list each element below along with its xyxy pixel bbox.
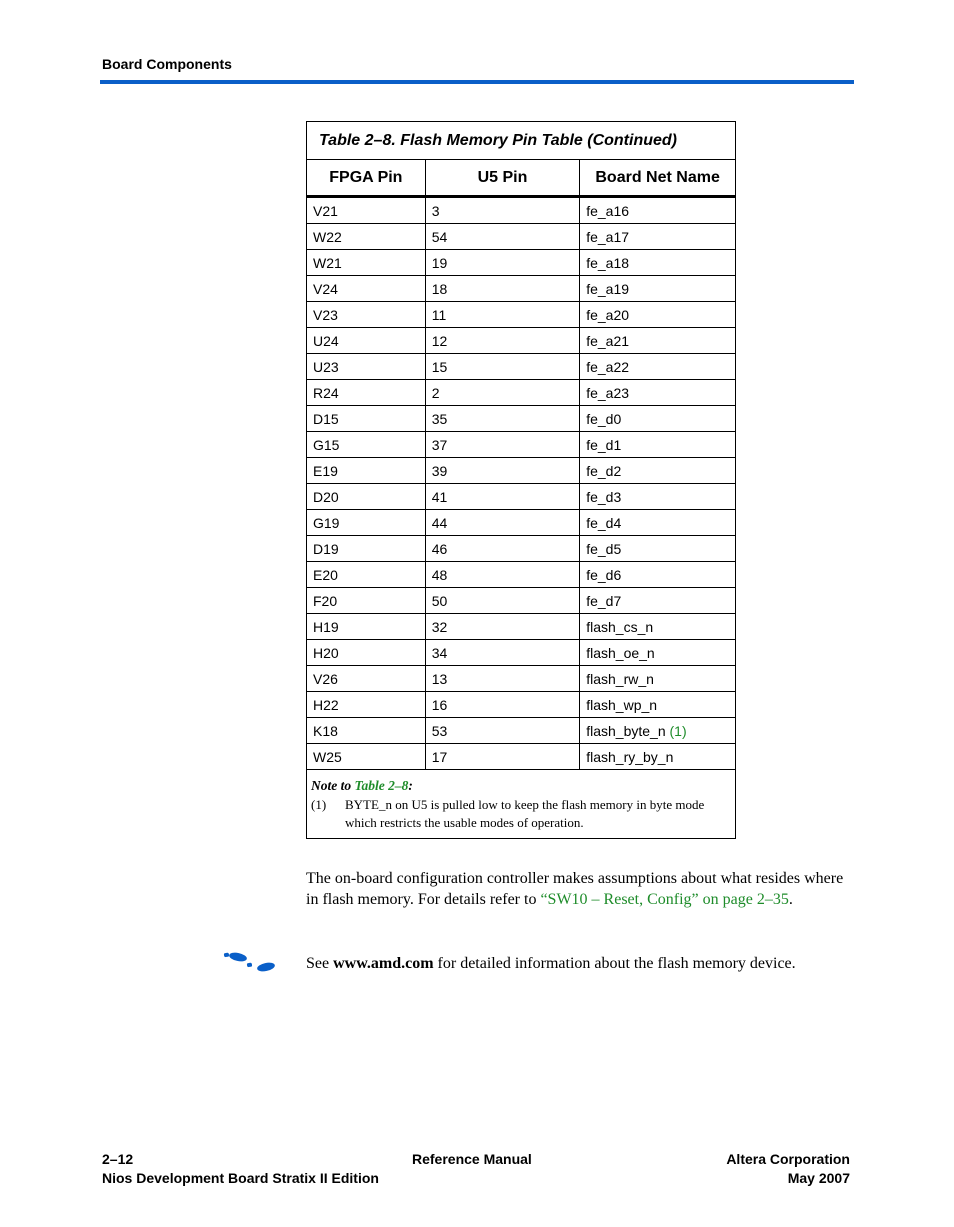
cell-text: flash_byte_n: [586, 722, 666, 739]
column-header-u5-pin: U5 Pin: [425, 160, 580, 197]
table-body: [307, 197, 736, 770]
cell-text: V21: [313, 202, 338, 219]
fpga-pin-cell: [307, 197, 426, 224]
note-prefix: Note to: [311, 778, 355, 793]
flash-pin-table: [306, 121, 736, 839]
cell-text: fe_a19: [586, 280, 630, 297]
cell-text: flash_cs_n: [586, 618, 654, 635]
paragraph-end: .: [788, 891, 793, 908]
cell-text: W21: [313, 254, 342, 271]
fpga-pin-cell: [307, 510, 426, 536]
board-net-name-cell: [580, 302, 736, 328]
footer-right: [726, 1150, 850, 1188]
board-net-name-cell: [580, 406, 736, 432]
cell-text: 17: [431, 748, 448, 765]
cell-text: 19: [431, 254, 448, 271]
note-text: BYTE_n on U5 is pulled low to keep the flash memory in byte mode which restricts the usable modes of operation.: [345, 797, 705, 830]
cell-text: V23: [313, 306, 338, 323]
table-row: [307, 588, 736, 614]
u5-pin-cell: [425, 614, 580, 640]
board-net-name-cell: [580, 484, 736, 510]
column-header-fpga-pin: FPGA Pin: [307, 160, 426, 197]
cell-text: 15: [431, 358, 448, 375]
board-net-name-cell: [580, 250, 736, 276]
cell-text: D15: [313, 410, 339, 427]
u5-pin-cell: [425, 510, 580, 536]
board-net-name-cell: [580, 562, 736, 588]
u5-pin-cell: [425, 458, 580, 484]
table-row: [307, 614, 736, 640]
u5-pin-cell: [425, 536, 580, 562]
u5-pin-cell: [425, 692, 580, 718]
table-row: [307, 432, 736, 458]
note-suffix: :: [408, 778, 413, 793]
table-row: [307, 302, 736, 328]
u5-pin-cell: [425, 354, 580, 380]
fpga-pin-cell: [307, 614, 426, 640]
u5-pin-cell: [425, 588, 580, 614]
table-row: [307, 562, 736, 588]
board-net-name-cell: [580, 692, 736, 718]
footnote-ref-link[interactable]: (1): [669, 722, 687, 739]
fpga-pin-cell: [307, 250, 426, 276]
fpga-pin-cell: [307, 302, 426, 328]
paragraph-prefix: See: [306, 955, 334, 972]
u5-pin-cell: [425, 484, 580, 510]
fpga-pin-cell: [307, 692, 426, 718]
cell-text: 46: [431, 540, 448, 557]
cell-text: fe_a17: [586, 228, 630, 245]
note-item: [311, 796, 729, 832]
cell-text: 34: [431, 644, 448, 661]
cell-text: fe_d5: [586, 540, 622, 557]
fpga-pin-cell: [307, 380, 426, 406]
u5-pin-cell: [425, 666, 580, 692]
footer-left: [102, 1150, 379, 1188]
board-net-name-cell: [580, 224, 736, 250]
publication-date: May 2007: [787, 1170, 850, 1186]
cell-text: fe_a16: [586, 202, 630, 219]
fpga-pin-cell: [307, 588, 426, 614]
cell-text: flash_oe_n: [586, 644, 655, 661]
header-rule: [100, 80, 854, 84]
cell-text: G15: [313, 436, 340, 453]
fpga-pin-cell: [307, 536, 426, 562]
board-net-name-cell: [580, 458, 736, 484]
table-row: [307, 718, 736, 744]
cell-text: 12: [431, 332, 448, 349]
table-reference-link[interactable]: Table 2–8: [354, 778, 409, 793]
table-row: [307, 510, 736, 536]
table-row: [307, 458, 736, 484]
cell-text: V26: [313, 670, 338, 687]
amd-reference-paragraph: [306, 953, 854, 974]
cell-text: fe_a22: [586, 358, 630, 375]
cell-text: 32: [431, 618, 448, 635]
table-row: [307, 484, 736, 510]
cell-text: fe_a23: [586, 384, 630, 401]
table-row: [307, 197, 736, 224]
cell-text: F20: [313, 592, 338, 609]
board-net-name-cell: [580, 718, 736, 744]
section-title: Board Components: [102, 56, 232, 72]
fpga-pin-cell: [307, 666, 426, 692]
cell-text: fe_a20: [586, 306, 630, 323]
u5-pin-cell: [425, 328, 580, 354]
cell-text: 13: [431, 670, 448, 687]
u5-pin-cell: [425, 380, 580, 406]
table-caption: Table 2–8. Flash Memory Pin Table (Continued): [307, 122, 736, 160]
fpga-pin-cell: [307, 744, 426, 770]
table-row: [307, 536, 736, 562]
fpga-pin-cell: [307, 562, 426, 588]
table-row: [307, 666, 736, 692]
cell-text: 48: [431, 566, 448, 583]
board-net-name-cell: [580, 432, 736, 458]
cell-text: E19: [313, 462, 338, 479]
cell-text: 41: [431, 488, 448, 505]
u5-pin-cell: [425, 718, 580, 744]
board-net-name-cell: [580, 354, 736, 380]
fpga-pin-cell: [307, 276, 426, 302]
cell-text: R24: [313, 384, 339, 401]
cell-text: flash_wp_n: [586, 696, 658, 713]
board-net-name-cell: [580, 640, 736, 666]
column-header-board-net-name: Board Net Name: [580, 160, 736, 197]
cell-text: 39: [431, 462, 448, 479]
amd-website: www.amd.com: [333, 955, 434, 972]
document-title: Nios Development Board Stratix II Edition: [102, 1170, 379, 1186]
u5-pin-cell: [425, 744, 580, 770]
fpga-pin-cell: [307, 718, 426, 744]
board-net-name-cell: [580, 276, 736, 302]
footer-center: Reference Manual: [412, 1151, 532, 1167]
paragraph-text: The on-board configuration controller makes assumptions about what resides where in flash memory. For details refer to: [306, 870, 844, 908]
cell-text: E20: [313, 566, 338, 583]
cell-text: U24: [313, 332, 339, 349]
note-number: (1): [311, 797, 327, 812]
cell-text: 35: [431, 410, 448, 427]
paragraph-suffix: for detailed information about the flash memory device.: [433, 955, 796, 972]
page-number: 2–12: [102, 1151, 134, 1167]
u5-pin-cell: [425, 197, 580, 224]
fpga-pin-cell: [307, 458, 426, 484]
table-row: [307, 328, 736, 354]
u5-pin-cell: [425, 432, 580, 458]
fpga-pin-cell: [307, 484, 426, 510]
u5-pin-cell: [425, 302, 580, 328]
cell-text: 54: [431, 228, 448, 245]
cell-text: 53: [431, 722, 448, 739]
note-title: [311, 778, 729, 794]
cell-text: fe_d4: [586, 514, 622, 531]
board-net-name-cell: [580, 510, 736, 536]
u5-pin-cell: [425, 224, 580, 250]
cell-text: fe_d1: [586, 436, 622, 453]
board-net-name-cell: [580, 744, 736, 770]
cell-text: fe_d6: [586, 566, 622, 583]
fpga-pin-cell: [307, 328, 426, 354]
cell-text: D19: [313, 540, 339, 557]
fpga-pin-cell: [307, 406, 426, 432]
table-row: [307, 224, 736, 250]
cell-text: 2: [431, 384, 440, 401]
feet-icon: [222, 950, 276, 974]
board-net-name-cell: [580, 328, 736, 354]
cell-text: 16: [431, 696, 448, 713]
cell-text: 44: [431, 514, 448, 531]
cell-text: D20: [313, 488, 339, 505]
fpga-pin-cell: [307, 640, 426, 666]
cell-text: K18: [313, 722, 338, 739]
cell-text: 3: [431, 202, 440, 219]
table-row: [307, 744, 736, 770]
cell-text: flash_rw_n: [586, 670, 654, 687]
u5-pin-cell: [425, 640, 580, 666]
table-row: [307, 640, 736, 666]
fpga-pin-cell: [307, 354, 426, 380]
board-net-name-cell: [580, 614, 736, 640]
cell-text: H22: [313, 696, 339, 713]
board-net-name-cell: [580, 536, 736, 562]
table-row: [307, 276, 736, 302]
board-net-name-cell: [580, 380, 736, 406]
cell-text: G19: [313, 514, 340, 531]
table-row: [307, 380, 736, 406]
table-row: [307, 250, 736, 276]
board-net-name-cell: [580, 666, 736, 692]
sw10-link[interactable]: “SW10 – Reset, Config” on page 2–35: [540, 891, 789, 908]
table-note: [307, 770, 736, 839]
cell-text: fe_a21: [586, 332, 630, 349]
table-row: [307, 354, 736, 380]
board-net-name-cell: [580, 197, 736, 224]
u5-pin-cell: [425, 562, 580, 588]
table-row: [307, 406, 736, 432]
board-net-name-cell: [580, 588, 736, 614]
cell-text: fe_d7: [586, 592, 622, 609]
cell-text: H20: [313, 644, 339, 661]
cell-text: H19: [313, 618, 339, 635]
cell-text: flash_ry_by_n: [586, 748, 674, 765]
cell-text: 11: [431, 306, 447, 323]
fpga-pin-cell: [307, 224, 426, 250]
fpga-pin-cell: [307, 432, 426, 458]
cell-text: 18: [431, 280, 448, 297]
company-name: Altera Corporation: [726, 1151, 850, 1167]
cell-text: fe_d3: [586, 488, 622, 505]
cell-text: U23: [313, 358, 339, 375]
cell-text: V24: [313, 280, 338, 297]
configuration-paragraph: [306, 868, 854, 910]
cell-text: 37: [431, 436, 448, 453]
u5-pin-cell: [425, 406, 580, 432]
cell-text: fe_a18: [586, 254, 630, 271]
u5-pin-cell: [425, 276, 580, 302]
cell-text: W25: [313, 748, 342, 765]
cell-text: fe_d0: [586, 410, 622, 427]
u5-pin-cell: [425, 250, 580, 276]
cell-text: fe_d2: [586, 462, 622, 479]
table-row: [307, 692, 736, 718]
cell-text: 50: [431, 592, 448, 609]
cell-text: W22: [313, 228, 342, 245]
